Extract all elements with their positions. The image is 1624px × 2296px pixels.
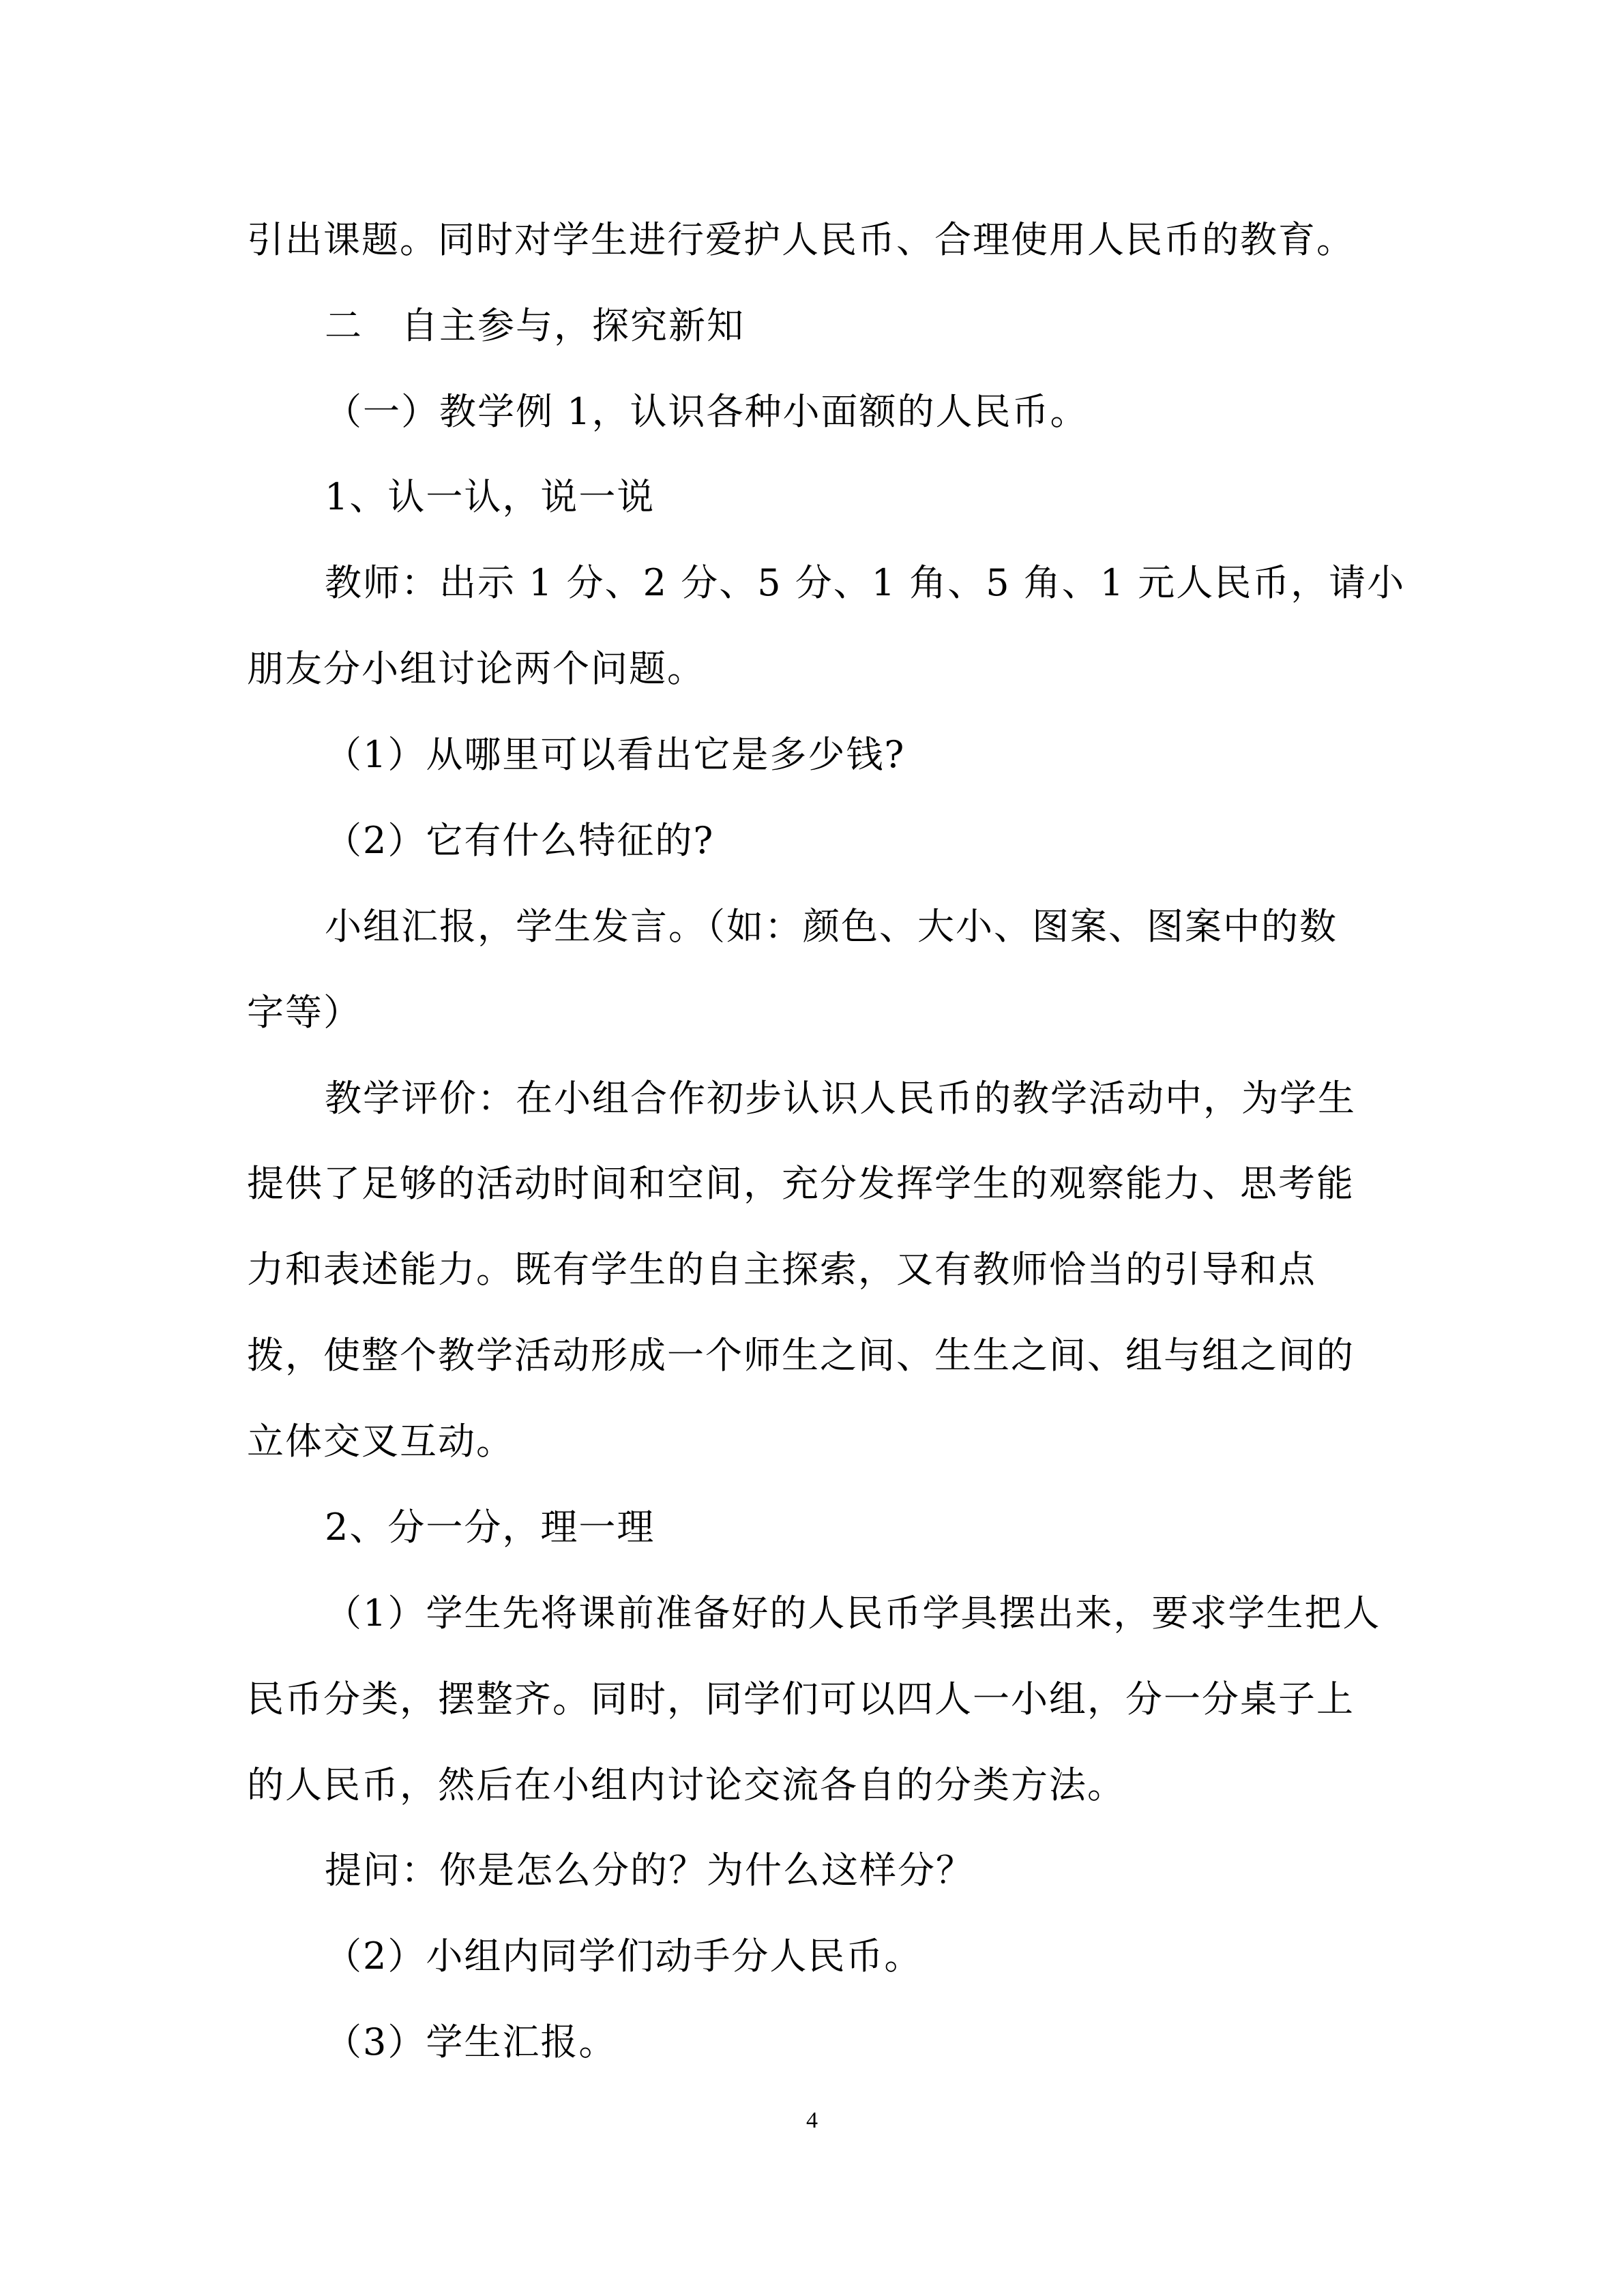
subsection-heading: （一）教学例 1，认识各种小面额的人民币。 [325, 390, 1089, 433]
list-item: （3）学生汇报。 [325, 2021, 617, 2063]
paragraph-line: 立体交叉互动。 [247, 1420, 514, 1463]
question-item: （2）它有什么特征的? [325, 819, 715, 862]
paragraph-line: 朋友分小组讨论两个问题。 [247, 647, 705, 690]
page-number: 4 [806, 2108, 818, 2133]
paragraph-line: （1）学生先将课前准备好的人民币学具摆出来，要求学生把人 [325, 1592, 1381, 1635]
paragraph-line: 提供了足够的活动时间和空间，充分发挥学生的观察能力、思考能 [247, 1162, 1355, 1205]
paragraph-line: 拨，使整个教学活动形成一个师生之间、生生之间、组与组之间的 [247, 1334, 1355, 1377]
question-item: （1）从哪里可以看出它是多少钱? [325, 733, 906, 776]
list-item: （2）小组内同学们动手分人民币。 [325, 1935, 923, 1978]
paragraph-line: 引出课题。同时对学生进行爱护人民币、合理使用人民币的教育。 [247, 218, 1355, 261]
paragraph-line: 字等） [247, 991, 361, 1034]
paragraph-line: 小组汇报，学生发言。（如：颜色、大小、图案、图案中的数 [325, 905, 1338, 948]
paragraph-line: 教学评价：在小组合作初步认识人民币的教学活动中，为学生 [325, 1077, 1356, 1120]
paragraph-line: 提问：你是怎么分的？为什么这样分？ [325, 1849, 974, 1892]
paragraph-line: 力和表述能力。既有学生的自主探索，又有教师恰当的引导和点 [247, 1248, 1316, 1291]
paragraph-line: 教师：出示 1 分、2 分、5 分、1 角、5 角、1 元人民币，请小 [325, 561, 1406, 604]
section-heading: 二 自主参与，探究新知 [325, 304, 745, 347]
paragraph-line: 民币分类，摆整齐。同时，同学们可以四人一小组，分一分桌子上 [247, 1678, 1355, 1720]
paragraph-line: 的人民币，然后在小组内讨论交流各自的分类方法。 [247, 1763, 1125, 1806]
step-heading: 1、认一认，说一说 [325, 475, 655, 518]
step-heading: 2、分一分，理一理 [325, 1506, 655, 1549]
